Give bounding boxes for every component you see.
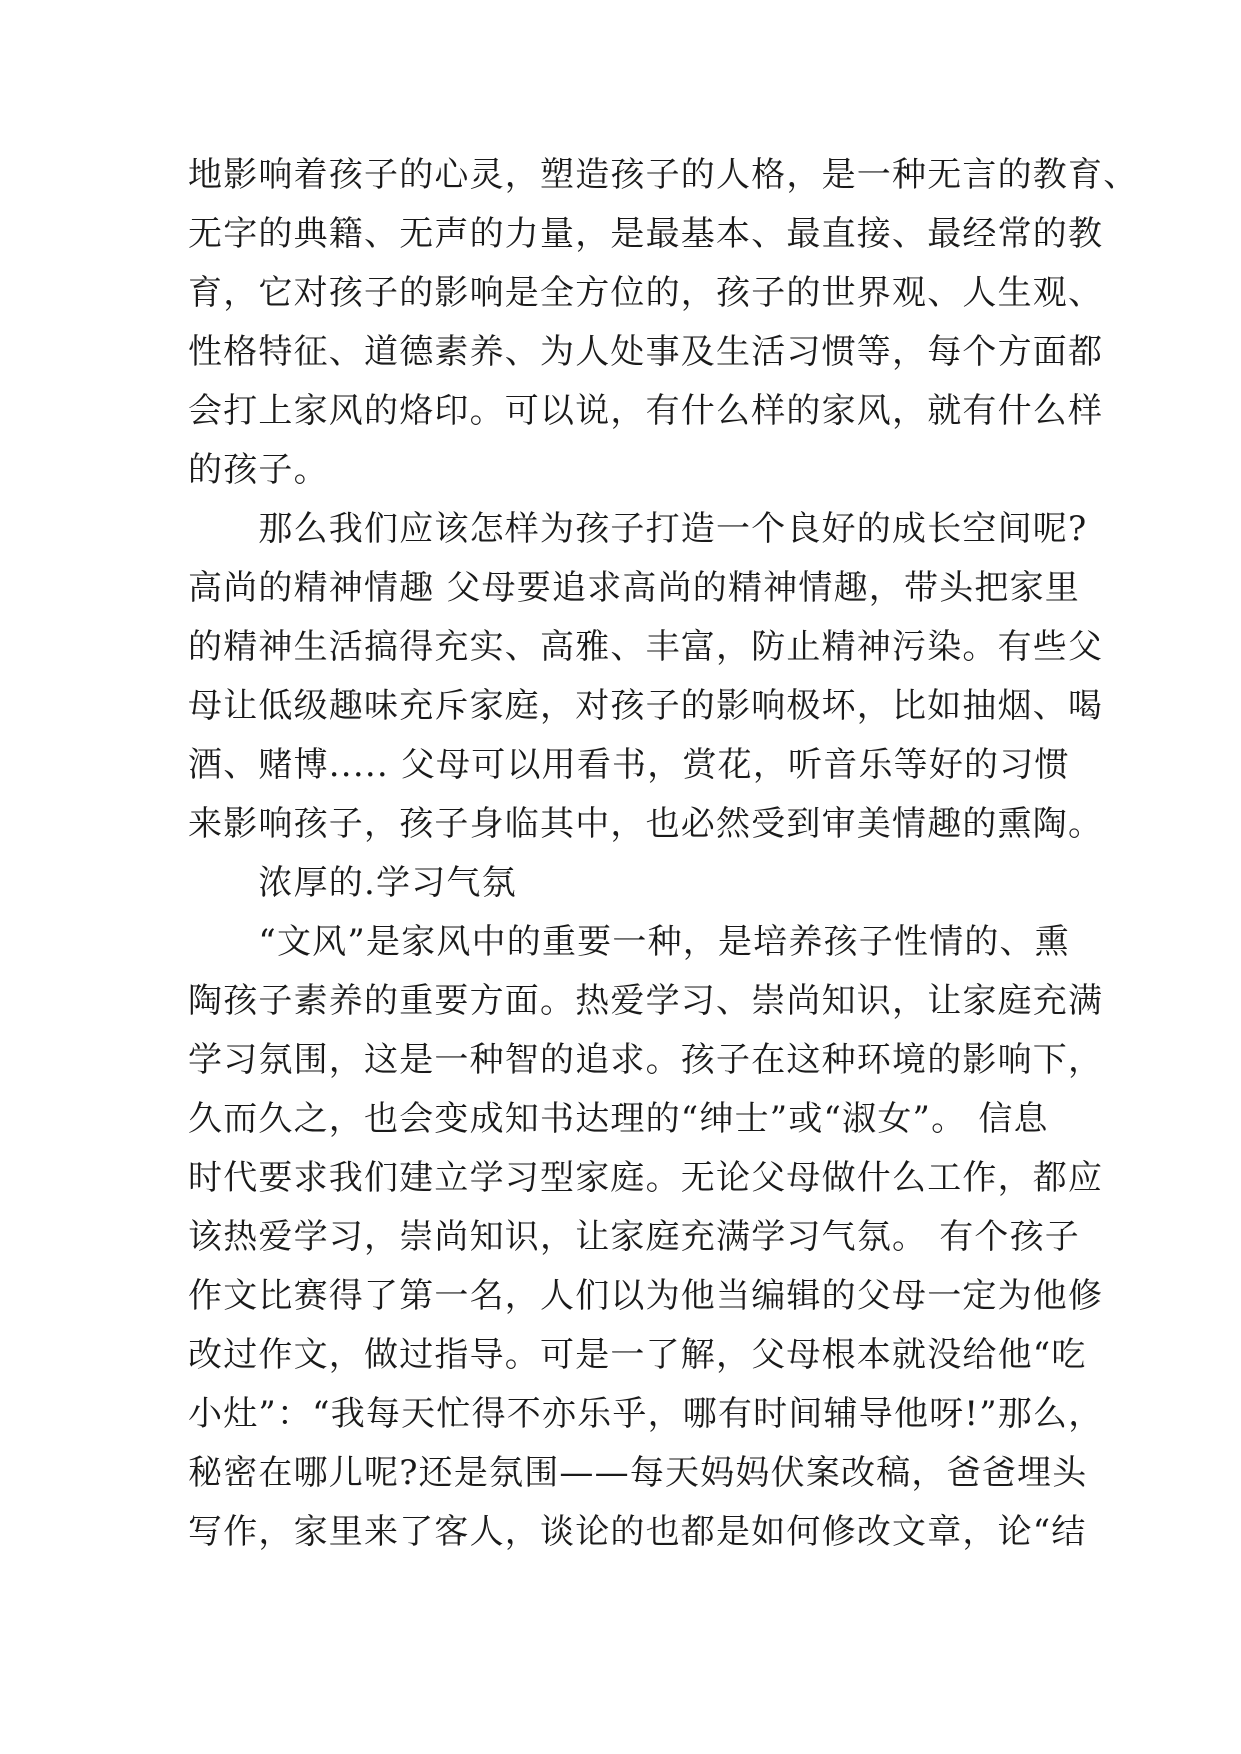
text-line: 时代要求我们建立学习型家庭。无论父母做什么工作，都应 — [188, 1158, 1104, 1198]
text-line: 高尚的精神情趣 父母要追求高尚的精神情趣，带头把家里 — [188, 568, 1081, 608]
text-line: 该热爱学习，崇尚知识，让家庭充满学习气氛。 有个孩子 — [188, 1217, 1081, 1257]
section-heading: 浓厚的.学习气氛 — [188, 863, 517, 903]
text-line: 作文比赛得了第一名，人们以为他当编辑的父母一定为他修 — [188, 1276, 1104, 1316]
text-line: 学习氛围，这是一种智的追求。孩子在这种环境的影响下， — [188, 1040, 1104, 1080]
text-line: 会打上家风的烙印。可以说，有什么样的家风，就有什么样 — [188, 391, 1104, 431]
text-line: “文风”是家风中的重要一种，是培养孩子性情的、熏 — [188, 922, 1070, 962]
text-line: 地影响着孩子的心灵，塑造孩子的人格，是一种无言的教育、 — [188, 155, 1139, 195]
text-line: 的孩子。 — [188, 450, 329, 490]
text-line: 来影响孩子，孩子身临其中，也必然受到审美情趣的熏陶。 — [188, 804, 1104, 844]
text-line: 的精神生活搞得充实、高雅、丰富，防止精神污染。有些父 — [188, 627, 1104, 667]
text-line: 陶孩子素养的重要方面。热爱学习、崇尚知识，让家庭充满 — [188, 981, 1104, 1021]
text-line: 小灶”：“我每天忙得不亦乐乎，哪有时间辅导他呀!”那么， — [188, 1394, 1104, 1434]
text-line: 无字的典籍、无声的力量，是最基本、最直接、最经常的教 — [188, 214, 1104, 254]
text-line: 酒、赌博..... 父母可以用看书，赏花，听音乐等好的习惯 — [188, 745, 1070, 785]
text-line: 那么我们应该怎样为孩子打造一个良好的成长空间呢? — [188, 509, 1088, 549]
text-line: 母让低级趣味充斥家庭，对孩子的影响极坏，比如抽烟、喝 — [188, 686, 1104, 726]
text-line: 久而久之，也会变成知书达理的“绅士”或“淑女”。 信息 — [188, 1099, 1049, 1139]
text-line: 改过作文，做过指导。可是一了解，父母根本就没给他“吃 — [188, 1335, 1087, 1375]
text-line: 秘密在哪儿呢?还是氛围——每天妈妈伏案改稿，爸爸埋头 — [188, 1453, 1088, 1493]
text-line: 写作，家里来了客人，谈论的也都是如何修改文章，论“结 — [188, 1512, 1087, 1552]
text-line: 性格特征、道德素养、为人处事及生活习惯等，每个方面都 — [188, 332, 1104, 372]
text-line: 育，它对孩子的影响是全方位的，孩子的世界观、人生观、 — [188, 273, 1104, 313]
